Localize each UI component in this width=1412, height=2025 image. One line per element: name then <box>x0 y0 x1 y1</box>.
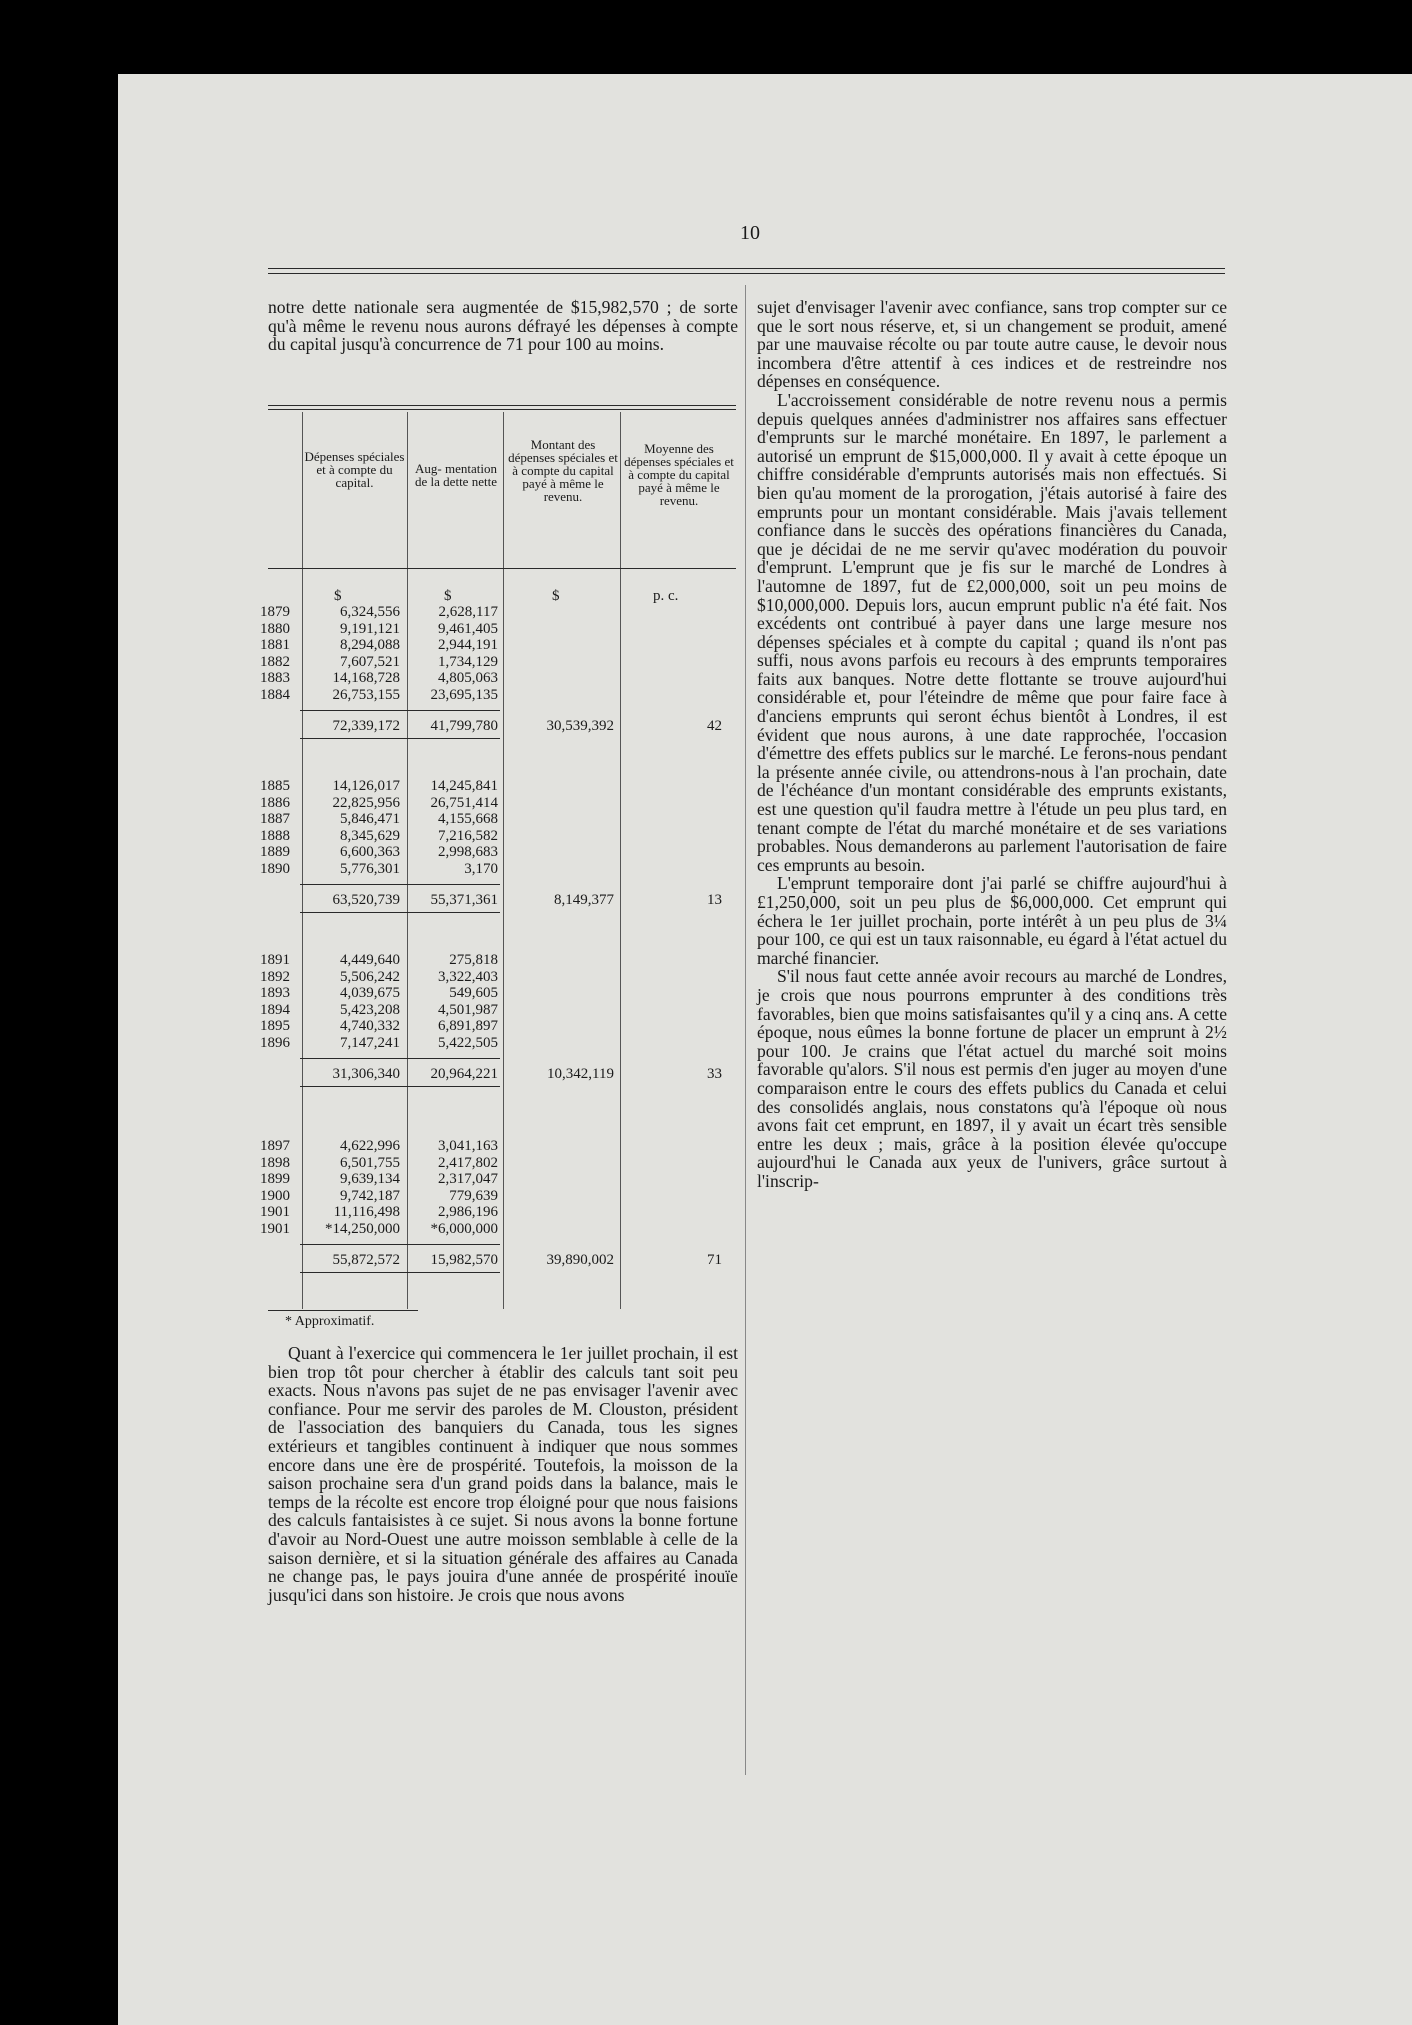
augmentation-cell: 4,155,668 <box>438 811 498 828</box>
year-cell: 1882 <box>260 653 290 670</box>
unit-augmentation: $ <box>444 588 452 604</box>
year-cell: 1885 <box>260 778 290 794</box>
header-rule <box>268 568 736 569</box>
intro-paragraph <box>268 298 738 354</box>
montant-total: 39,890,002 <box>546 1251 614 1268</box>
augmentation-cell: *6,000,000 <box>430 1221 498 1237</box>
year-cell: 1895 <box>260 1018 290 1035</box>
augmentation-total: 55,371,361 <box>430 891 498 908</box>
montant-total: 10,342,119 <box>547 1065 614 1082</box>
year-cell: 1891 <box>260 952 290 968</box>
depenses-cell: 26,753,155 <box>332 687 400 703</box>
depenses-total: 31,306,340 <box>332 1065 400 1082</box>
header-montant: Montant des dépenses spéciales et à compte du capital payé à même le revenu. <box>508 437 618 504</box>
augmentation-cell: 1,734,129 <box>438 653 498 670</box>
table-row <box>0 1018 740 1034</box>
year-cell: 1888 <box>260 827 290 844</box>
augmentation-cell: 3,170 <box>464 861 498 877</box>
year-cell: 1892 <box>260 968 290 985</box>
augmentation-cell: 2,986,196 <box>438 1204 498 1221</box>
left-paragraph <box>268 1344 738 1604</box>
subtotal-rule <box>300 710 500 711</box>
total-row <box>0 718 740 734</box>
augmentation-cell: 9,461,405 <box>438 620 498 637</box>
table-row <box>0 861 740 877</box>
table-row <box>0 604 740 620</box>
right-paragraph: L'accroissement considérable de notre revenu nous a permis depuis quelques années d'administrer nos affaires sans effectuer d'emprunts sur le marché monétaire. En 1897, le parlement a autorisé un emprunt de $15,000,000. Il y avait à cette époque un chiffre considérable d'emprunts autorisés mais non effectués. Si bien qu'au moment de la prorogation, j'étais autorisé à faire des emprunts pour un montant considérable. Mais j'avais tellement confiance dans le succès des opérations financières du Canada, que je décidai de ne me servir qu'avec modération du pouvoir d'emprunt. L'emprunt que je fis sur le marché de Londres à l'automne de 1897, fut de £2,000,000, soit un peu moins de $10,000,000. Depuis lors, aucun emprunt public n'a été fait. Nos excédents ont contribué à payer dans une large mesure nos dépenses spéciales et à compte du capital ; quand ils n'ont pas suffi, nous avons parfois eu recours à des emprunts temporaires faits aux banques. Notre dette flottante se trouve aujourd'hui considérable et, pour l'éteindre de même que pour faire face à d'anciens emprunts qui seront échus bientôt à Londres, il est évident que nous aurons, à une date rapprochée, l'occasion d'émettre des effets publics sur le marché. Le ferons-nous pendant la présente année civile, ou attendrons-nous à l'an prochain, date de l'échéance d'un montant considérable des emprunts existants, est une question qu'il faudra mettre à l'étude un peu plus tard, en tenant compte de l'état du marché monétaire et de ses variations probables. Nous demanderons au parlement l'autorisation de faire ces emprunts au besoin. <box>757 389 1227 875</box>
montant-total: 8,149,377 <box>554 891 614 908</box>
augmentation-cell: 549,605 <box>449 985 498 1002</box>
table-row <box>0 1221 740 1237</box>
augmentation-total: 15,982,570 <box>430 1251 498 1268</box>
subtotal-rule <box>300 884 500 885</box>
year-cell: 1890 <box>260 861 290 877</box>
column-divider <box>745 285 746 1775</box>
unit-moyenne: p. c. <box>653 588 679 604</box>
year-cell: 1893 <box>260 985 290 1002</box>
year-cell: 1897 <box>260 1138 290 1154</box>
table-row <box>0 985 740 1001</box>
depenses-cell: 6,501,755 <box>340 1154 400 1171</box>
year-cell: 1889 <box>260 844 290 861</box>
augmentation-total: 41,799,780 <box>430 717 498 734</box>
table-row <box>0 1002 740 1018</box>
augmentation-cell: 2,317,047 <box>438 1171 498 1188</box>
depenses-cell: 5,506,242 <box>340 968 400 985</box>
subtotal-rule <box>300 912 500 913</box>
year-cell: 1899 <box>260 1171 290 1188</box>
depenses-cell: 22,825,956 <box>332 794 400 811</box>
augmentation-cell: 4,805,063 <box>438 670 498 687</box>
year-cell: 1896 <box>260 1035 290 1051</box>
depenses-cell: 14,168,728 <box>332 670 400 687</box>
table-top-rule-2 <box>268 409 736 410</box>
table-row <box>0 621 740 637</box>
augmentation-cell: 275,818 <box>449 952 498 968</box>
top-rule-2 <box>268 273 1225 274</box>
depenses-cell: 4,039,675 <box>340 985 400 1002</box>
augmentation-cell: 14,245,841 <box>430 778 498 794</box>
augmentation-cell: 2,628,117 <box>438 604 498 620</box>
year-cell: 1894 <box>260 1001 290 1018</box>
unit-depenses: $ <box>334 588 342 604</box>
header-depenses: Dépenses spéciales et à compte du capital. <box>304 449 405 490</box>
depenses-cell: 9,639,134 <box>340 1171 400 1188</box>
year-cell: 1887 <box>260 811 290 828</box>
depenses-total: 72,339,172 <box>332 717 400 734</box>
moyenne-total: 13 <box>707 891 722 908</box>
table-row <box>0 670 740 686</box>
depenses-cell: 6,324,556 <box>340 604 400 620</box>
right-paragraph: sujet d'envisager l'avenir avec confiance, sans trop compter sur ce que le sort nous réserve, et, si un changement se produit, amené par une mauvaise récolte ou par toute autre cause, le devoir nous incombera d'être attentif à ces indices et de restreindre nos dépenses en conséquence. <box>757 297 1227 392</box>
depenses-cell: 4,740,332 <box>340 1018 400 1035</box>
subtotal-rule <box>300 1244 500 1245</box>
depenses-cell: 7,147,241 <box>340 1035 400 1051</box>
table-row <box>0 811 740 827</box>
page-number: 10 <box>740 222 760 244</box>
table-row <box>0 778 740 794</box>
augmentation-cell: 3,041,163 <box>438 1138 498 1154</box>
header-augmentation: Aug- mentation de la dette nette <box>415 461 497 489</box>
table-footnote: * Approximatif. <box>285 1314 375 1329</box>
subtotal-rule <box>300 1086 500 1087</box>
left-paragraph-text: Quant à l'exercice qui commencera le 1er juillet prochain, il est bien trop tôt pour chercher à établir des calculs tant soit peu exacts. Nous n'avons pas sujet de ne pas envisager l'avenir avec confiance. Pour me servir des paroles de M. Clouston, président de l'association des banquiers du Canada, tous les signes extérieurs et tangibles continuent à indiquer que nous sommes encore dans une ère de prospérité. Toutefois, la moisson de la saison prochaine sera d'un grand poids dans la balance, mais le temps de la récolte est encore trop éloigné pour que nous faisions des calculs fantaisistes à ce sujet. Si nous avons la bonne fortune d'avoir au Nord-Ouest une autre moisson semblable à celle de la saison dernière, et si la situation générale des affaires au Canada ne change pas, le pays jouira d'une année de prospérité inouïe jusqu'ici dans son histoire. Je crois que nous avons <box>268 1343 738 1605</box>
right-paragraph: L'emprunt temporaire dont j'ai parlé se chiffre aujourd'hui à £1,250,000, soit un peu plus de $6,000,000. Cet emprunt qui échera le 1er juillet prochain, porte intérêt à un peu plus de 3¼ pour 100, ce qui est un taux raisonnable, eu égard à l'état actuel du marché financier. <box>757 873 1227 968</box>
montant-total: 30,539,392 <box>546 717 614 734</box>
table-row <box>0 969 740 985</box>
augmentation-cell: 4,501,987 <box>438 1001 498 1018</box>
subtotal-rule <box>300 738 500 739</box>
year-cell: 1901 <box>260 1221 290 1237</box>
depenses-cell: 7,607,521 <box>340 653 400 670</box>
year-cell: 1901 <box>260 1204 290 1221</box>
header-moyenne: Moyenne des dépenses spéciales et à compte du capital payé à même le revenu. <box>624 441 734 508</box>
year-cell: 1881 <box>260 637 290 654</box>
moyenne-total: 71 <box>707 1251 722 1268</box>
unit-montant: $ <box>552 588 560 604</box>
moyenne-total: 42 <box>707 717 722 734</box>
table-row <box>0 1188 740 1204</box>
depenses-cell: 8,345,629 <box>340 827 400 844</box>
depenses-cell: 5,423,208 <box>340 1001 400 1018</box>
table-row <box>0 952 740 968</box>
augmentation-cell: 2,998,683 <box>438 844 498 861</box>
top-rule <box>268 268 1225 269</box>
augmentation-total: 20,964,221 <box>430 1065 498 1082</box>
table-top-rule <box>268 405 736 406</box>
footnote-rule <box>268 1310 418 1311</box>
year-cell: 1880 <box>260 620 290 637</box>
table-row <box>0 654 740 670</box>
total-row <box>0 1066 740 1082</box>
table-row <box>0 1171 740 1187</box>
depenses-cell: 4,622,996 <box>340 1138 400 1154</box>
table-row <box>0 844 740 860</box>
units-row <box>0 588 740 604</box>
depenses-cell: 9,191,121 <box>340 620 400 637</box>
augmentation-cell: 7,216,582 <box>438 827 498 844</box>
table-row <box>0 828 740 844</box>
subtotal-rule <box>300 1058 500 1059</box>
depenses-cell: 9,742,187 <box>340 1187 400 1204</box>
year-cell: 1886 <box>260 794 290 811</box>
table-row <box>0 687 740 703</box>
moyenne-total: 33 <box>707 1065 722 1082</box>
year-cell: 1900 <box>260 1187 290 1204</box>
depenses-cell: 4,449,640 <box>340 952 400 968</box>
table-row <box>0 637 740 653</box>
year-cell: 1879 <box>260 604 290 620</box>
table-row <box>0 1138 740 1154</box>
depenses-total: 63,520,739 <box>332 891 400 908</box>
depenses-cell: *14,250,000 <box>325 1221 400 1237</box>
table-row <box>0 795 740 811</box>
intro-text: notre dette nationale sera augmentée de $15,982,570 ; de sorte qu'à même le revenu nous aurons défrayé les dépenses à compte du capital jusqu'à concurrence de 71 pour 100 au moins. <box>268 297 738 355</box>
depenses-cell: 8,294,088 <box>340 637 400 654</box>
total-row <box>0 892 740 908</box>
table-row <box>0 1155 740 1171</box>
augmentation-cell: 5,422,505 <box>438 1035 498 1051</box>
augmentation-cell: 6,891,897 <box>438 1018 498 1035</box>
depenses-cell: 5,846,471 <box>340 811 400 828</box>
augmentation-cell: 2,944,191 <box>438 637 498 654</box>
table-row <box>0 1035 740 1051</box>
depenses-total: 55,872,572 <box>332 1251 400 1268</box>
depenses-cell: 5,776,301 <box>340 861 400 877</box>
year-cell: 1898 <box>260 1154 290 1171</box>
augmentation-cell: 779,639 <box>449 1187 498 1204</box>
depenses-cell: 14,126,017 <box>332 778 400 794</box>
subtotal-rule <box>300 1272 500 1273</box>
right-paragraph: S'il nous faut cette année avoir recours au marché de Londres, je crois que nous pourrons emprunter à des conditions très favorables, bien que moins satisfaisantes qu'il y a cinq ans. A cette époque, nous eûmes la bonne fortune de placer un emprunt à 2½ pour 100. Je crains que l'état actuel du marché soit moins favorable qu'alors. S'il nous est permis d'en juger au moyen d'une comparaison entre le cours des effets publics du Canada et celui des consolidés anglais, nous constatons qu'à l'époque où nous avons fait cet emprunt, en 1897, il y avait un écart très sensible entre les deux ; mais, grâce à la position élevée qu'occupe aujourd'hui le Canada aux yeux de l'univers, grâce surtout à l'inscrip- <box>757 966 1227 1191</box>
right-column <box>757 298 1227 1191</box>
total-row <box>0 1252 740 1268</box>
depenses-cell: 11,116,498 <box>333 1204 400 1221</box>
table-row <box>0 1204 740 1220</box>
augmentation-cell: 26,751,414 <box>430 794 498 811</box>
augmentation-cell: 2,417,802 <box>438 1154 498 1171</box>
augmentation-cell: 23,695,135 <box>430 687 498 703</box>
depenses-cell: 6,600,363 <box>340 844 400 861</box>
year-cell: 1884 <box>260 687 290 703</box>
augmentation-cell: 3,322,403 <box>438 968 498 985</box>
year-cell: 1883 <box>260 670 290 687</box>
